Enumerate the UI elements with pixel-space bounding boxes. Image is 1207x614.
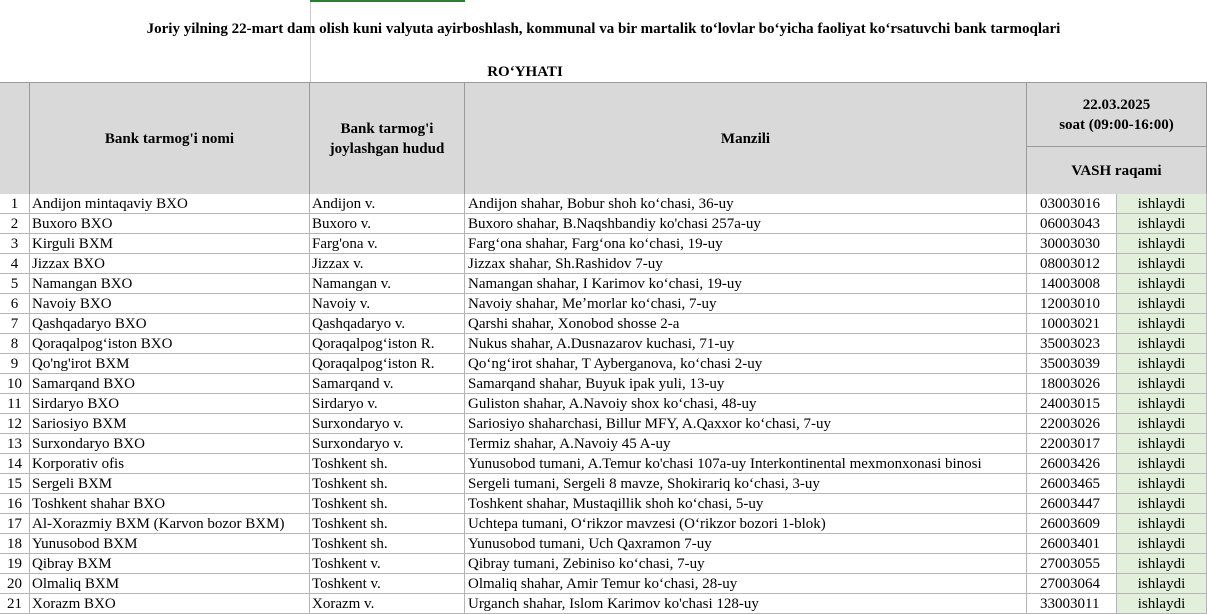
address-cell[interactable]: Qoʻngʻirot shahar, T Ayberganova, koʻchasi 2-uy <box>465 354 1027 374</box>
branch-name-cell[interactable]: Al-Xorazmiy BXM (Karvon bozor BXM) <box>30 514 310 534</box>
row-number[interactable]: 14 <box>0 454 30 474</box>
table-row <box>0 214 1207 234</box>
vash-number-cell[interactable]: 27003055 <box>1027 554 1117 574</box>
header-region[interactable] <box>310 82 465 194</box>
branch-name-cell[interactable]: Samarqand BXO <box>30 374 310 394</box>
status-cell[interactable]: ishlaydi <box>1117 234 1207 254</box>
row-number[interactable]: 2 <box>0 214 30 234</box>
row-number[interactable]: 9 <box>0 354 30 374</box>
branch-name-cell[interactable]: Yunusobod BXM <box>30 534 310 554</box>
table-row <box>0 434 1207 454</box>
status-cell[interactable]: ishlaydi <box>1117 254 1207 274</box>
row-number[interactable]: 6 <box>0 294 30 314</box>
region-cell[interactable]: Toshkent sh. <box>310 474 465 494</box>
status-cell[interactable]: ishlaydi <box>1117 574 1207 594</box>
vash-number-cell[interactable]: 12003010 <box>1027 294 1117 314</box>
region-cell[interactable]: Andijon v. <box>310 194 465 214</box>
vash-number-cell[interactable]: 30003030 <box>1027 234 1117 254</box>
table-row <box>0 474 1207 494</box>
selection-border <box>310 0 465 2</box>
status-cell[interactable]: ishlaydi <box>1117 314 1207 334</box>
region-cell[interactable]: Toshkent v. <box>310 574 465 594</box>
title-block <box>0 0 1207 82</box>
table-row <box>0 454 1207 474</box>
status-cell[interactable]: ishlaydi <box>1117 354 1207 374</box>
status-cell[interactable]: ishlaydi <box>1117 494 1207 514</box>
vash-number-cell[interactable]: 35003023 <box>1027 334 1117 354</box>
branch-name-cell[interactable]: Kirguli BXM <box>30 234 310 254</box>
branch-name-cell[interactable]: Sergeli BXM <box>30 474 310 494</box>
document-subtitle: RO‘YHATI <box>487 64 563 80</box>
region-cell[interactable]: Samarqand v. <box>310 374 465 394</box>
branch-name-cell[interactable]: Qoraqalpogʻiston BXO <box>30 334 310 354</box>
address-cell[interactable]: Termiz shahar, A.Navoiy 45 A-uy <box>465 434 1027 454</box>
vash-number-cell[interactable]: 26003401 <box>1027 534 1117 554</box>
header-branch-name-label: Bank tarmog'i nomi <box>104 130 235 147</box>
region-cell[interactable]: Toshkent v. <box>310 554 465 574</box>
region-cell[interactable]: Buxoro v. <box>310 214 465 234</box>
region-cell[interactable]: Qoraqalpogʻiston R. <box>310 334 465 354</box>
branch-name-cell[interactable]: Sariosiyo BXM <box>30 414 310 434</box>
status-cell[interactable]: ishlaydi <box>1117 194 1207 214</box>
table-row <box>0 414 1207 434</box>
status-cell[interactable]: ishlaydi <box>1117 594 1207 614</box>
header-vash-label: VASH raqami <box>1071 162 1162 179</box>
address-cell[interactable]: Uchtepa tumani, Oʻrikzor mavzesi (Oʻrikzor bozori 1-blok) <box>465 514 1027 534</box>
header-date-hours[interactable] <box>1027 82 1207 146</box>
header-hours: soat (09:00-16:00) <box>1059 116 1174 133</box>
status-cell[interactable]: ishlaydi <box>1117 434 1207 454</box>
branch-name-cell[interactable]: Surxondaryo BXO <box>30 434 310 454</box>
table-row <box>0 254 1207 274</box>
region-cell[interactable]: Navoiy v. <box>310 294 465 314</box>
region-cell[interactable]: Surxondaryo v. <box>310 414 465 434</box>
address-cell[interactable]: Sariosiyo shaharchasi, Billur MFY, A.Qaxxor koʻchasi, 7-uy <box>465 414 1027 434</box>
branch-name-cell[interactable]: Sirdaryo BXO <box>30 394 310 414</box>
region-cell[interactable]: Toshkent sh. <box>310 514 465 534</box>
status-cell[interactable]: ishlaydi <box>1117 514 1207 534</box>
address-cell[interactable]: Nukus shahar, A.Dusnazarov kuchasi, 71-uy <box>465 334 1027 354</box>
row-number[interactable]: 5 <box>0 274 30 294</box>
vash-number-cell[interactable]: 10003021 <box>1027 314 1117 334</box>
address-cell[interactable]: Yunusobod tumani, A.Temur ko'chasi 107a-uy Interkontinental mexmonxonasi binosi <box>465 454 1027 474</box>
branch-name-cell[interactable]: Toshkent shahar BXO <box>30 494 310 514</box>
status-cell[interactable]: ishlaydi <box>1117 394 1207 414</box>
table-row <box>0 494 1207 514</box>
row-number[interactable]: 4 <box>0 254 30 274</box>
table-row <box>0 374 1207 394</box>
row-number[interactable]: 19 <box>0 554 30 574</box>
address-cell[interactable]: Guliston shahar, A.Navoiy shox koʻchasi, 48-uy <box>465 394 1027 414</box>
region-cell[interactable]: Xorazm v. <box>310 594 465 614</box>
region-cell[interactable]: Farg'ona v. <box>310 234 465 254</box>
table-row <box>0 574 1207 594</box>
row-number[interactable]: 1 <box>0 194 30 214</box>
table-row <box>0 294 1207 314</box>
vash-number-cell[interactable]: 18003026 <box>1027 374 1117 394</box>
row-number[interactable]: 13 <box>0 434 30 454</box>
status-cell[interactable]: ishlaydi <box>1117 554 1207 574</box>
region-cell[interactable]: Toshkent sh. <box>310 534 465 554</box>
address-cell[interactable]: Jizzax shahar, Sh.Rashidov 7-uy <box>465 254 1027 274</box>
address-cell[interactable]: Toshkent shahar, Mustaqillik shoh koʻchasi, 5-uy <box>465 494 1027 514</box>
branch-name-cell[interactable]: Qashqadaryo BXO <box>30 314 310 334</box>
address-cell[interactable]: Sergeli tumani, Sergeli 8 mavze, Shokirariq koʻchasi, 3-uy <box>465 474 1027 494</box>
row-number[interactable]: 21 <box>0 594 30 614</box>
row-number[interactable]: 7 <box>0 314 30 334</box>
branch-name-cell[interactable]: Namangan BXO <box>30 274 310 294</box>
header-region-line2: joylashgan hudud <box>329 140 445 157</box>
vash-number-cell[interactable]: 33003011 <box>1027 594 1117 614</box>
vash-number-cell[interactable]: 35003039 <box>1027 354 1117 374</box>
row-number[interactable]: 11 <box>0 394 30 414</box>
status-cell[interactable]: ishlaydi <box>1117 294 1207 314</box>
vash-number-cell[interactable]: 06003043 <box>1027 214 1117 234</box>
region-cell[interactable]: Toshkent sh. <box>310 494 465 514</box>
region-cell[interactable]: Qashqadaryo v. <box>310 314 465 334</box>
region-cell[interactable]: Qoraqalpogʻiston R. <box>310 354 465 374</box>
branch-name-cell[interactable]: Qibray BXM <box>30 554 310 574</box>
header-address-label: Manzili <box>720 130 771 147</box>
row-number[interactable]: 16 <box>0 494 30 514</box>
branch-name-cell[interactable]: Andijon mintaqaviy BXO <box>30 194 310 214</box>
table-row <box>0 314 1207 334</box>
branch-name-cell[interactable]: Xorazm BXO <box>30 594 310 614</box>
region-cell[interactable]: Jizzax v. <box>310 254 465 274</box>
region-cell[interactable]: Surxondaryo v. <box>310 434 465 454</box>
region-cell[interactable]: Toshkent sh. <box>310 454 465 474</box>
header-date: 22.03.2025 <box>1082 96 1151 113</box>
address-cell[interactable]: Navoiy shahar, Meʼmorlar koʻchasi, 7-uy <box>465 294 1027 314</box>
vash-number-cell[interactable]: 22003017 <box>1027 434 1117 454</box>
table-header <box>0 82 1207 194</box>
header-vash[interactable] <box>1027 146 1207 194</box>
document-title: Joriy yilning 22-mart dam olish kuni valyuta ayirboshlash, kommunal va bir martalik to‘lovlar bo‘yicha faoliyat ko‘rsatuvchi bank tarmoqlari <box>146 21 1061 37</box>
table-row <box>0 334 1207 354</box>
row-number[interactable]: 18 <box>0 534 30 554</box>
address-cell[interactable]: Buxoro shahar, B.Naqshbandiy ko'chasi 257a-uy <box>465 214 1027 234</box>
vash-number-cell[interactable]: 26003609 <box>1027 514 1117 534</box>
address-cell[interactable]: Andijon shahar, Bobur shoh koʻchasi, 36-uy <box>465 194 1027 214</box>
vash-number-cell[interactable]: 08003012 <box>1027 254 1117 274</box>
region-cell[interactable]: Sirdaryo v. <box>310 394 465 414</box>
header-address[interactable] <box>465 82 1027 194</box>
table-row <box>0 534 1207 554</box>
row-number[interactable]: 20 <box>0 574 30 594</box>
table-row <box>0 554 1207 574</box>
address-cell[interactable]: Qibray tumani, Zebiniso koʻchasi, 7-uy <box>465 554 1027 574</box>
status-cell[interactable]: ishlaydi <box>1117 474 1207 494</box>
status-cell[interactable]: ishlaydi <box>1117 454 1207 474</box>
address-cell[interactable]: Olmaliq shahar, Amir Temur koʻchasi, 28-uy <box>465 574 1027 594</box>
vash-number-cell[interactable]: 26003447 <box>1027 494 1117 514</box>
address-cell[interactable]: Fargʻona shahar, Fargʻona koʻchasi, 19-uy <box>465 234 1027 254</box>
table-row <box>0 234 1207 254</box>
row-number[interactable]: 8 <box>0 334 30 354</box>
header-branch-name[interactable] <box>30 82 310 194</box>
vash-number-cell[interactable]: 26003465 <box>1027 474 1117 494</box>
table-row <box>0 194 1207 214</box>
table-row <box>0 594 1207 614</box>
address-cell[interactable]: Qarshi shahar, Xonobod shosse 2-a <box>465 314 1027 334</box>
table-row <box>0 514 1207 534</box>
row-number[interactable]: 15 <box>0 474 30 494</box>
row-number[interactable]: 12 <box>0 414 30 434</box>
table-row <box>0 354 1207 374</box>
address-cell[interactable]: Urganch shahar, Islom Karimov ko'chasi 128-uy <box>465 594 1027 614</box>
branch-name-cell[interactable]: Olmaliq BXM <box>30 574 310 594</box>
branch-name-cell[interactable]: Jizzax BXO <box>30 254 310 274</box>
vash-number-cell[interactable]: 22003026 <box>1027 414 1117 434</box>
region-cell[interactable]: Namangan v. <box>310 274 465 294</box>
branch-name-cell[interactable]: Korporativ ofis <box>30 454 310 474</box>
branch-name-cell[interactable]: Navoiy BXO <box>30 294 310 314</box>
row-number[interactable]: 10 <box>0 374 30 394</box>
vash-number-cell[interactable]: 24003015 <box>1027 394 1117 414</box>
status-cell[interactable]: ishlaydi <box>1117 414 1207 434</box>
vash-number-cell[interactable]: 26003426 <box>1027 454 1117 474</box>
address-cell[interactable]: Yunusobod tumani, Uch Qaxramon 7-uy <box>465 534 1027 554</box>
header-num[interactable] <box>0 82 30 194</box>
branch-name-cell[interactable]: Qo'ng'irot BXM <box>30 354 310 374</box>
status-cell[interactable]: ishlaydi <box>1117 334 1207 354</box>
address-cell[interactable]: Samarqand shahar, Buyuk ipak yuli, 13-uy <box>465 374 1027 394</box>
row-number[interactable]: 3 <box>0 234 30 254</box>
address-cell[interactable]: Namangan shahar, I Karimov koʻchasi, 19-uy <box>465 274 1027 294</box>
header-region-line1: Bank tarmog'i <box>340 120 434 137</box>
status-cell[interactable]: ishlaydi <box>1117 534 1207 554</box>
branch-name-cell[interactable]: Buxoro BXO <box>30 214 310 234</box>
row-number[interactable]: 17 <box>0 514 30 534</box>
table-row <box>0 274 1207 294</box>
vash-number-cell[interactable]: 03003016 <box>1027 194 1117 214</box>
table-row <box>0 394 1207 414</box>
status-cell[interactable]: ishlaydi <box>1117 374 1207 394</box>
vash-number-cell[interactable]: 14003008 <box>1027 274 1117 294</box>
status-cell[interactable]: ishlaydi <box>1117 274 1207 294</box>
vash-number-cell[interactable]: 27003064 <box>1027 574 1117 594</box>
status-cell[interactable]: ishlaydi <box>1117 214 1207 234</box>
